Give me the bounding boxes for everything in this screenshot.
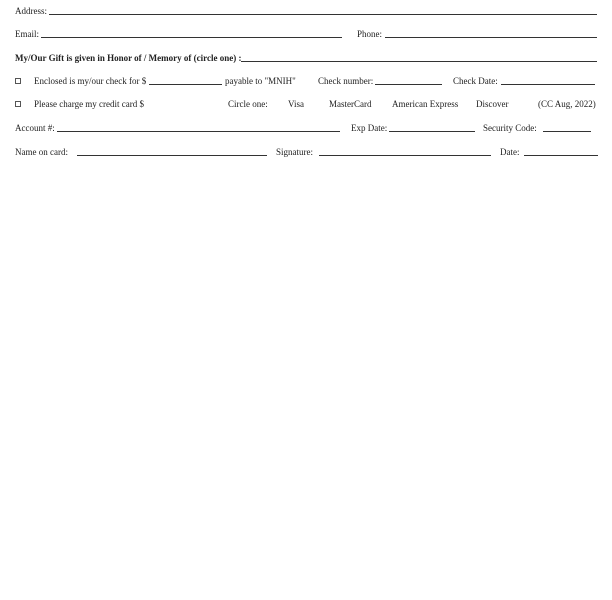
card-option-visa[interactable]: Visa bbox=[288, 99, 304, 109]
credit-card-amount-label: Please charge my credit card $ bbox=[34, 99, 145, 109]
email-field[interactable] bbox=[41, 37, 342, 38]
date-field[interactable] bbox=[524, 155, 598, 156]
security-code-field[interactable] bbox=[543, 131, 591, 132]
circle-one-label: Circle one: bbox=[228, 99, 268, 109]
signature-field[interactable] bbox=[319, 155, 491, 156]
email-label: Email: bbox=[15, 29, 39, 39]
check-checkbox[interactable] bbox=[15, 78, 21, 84]
date-label: Date: bbox=[500, 147, 520, 157]
cc-note: (CC Aug, 2022) bbox=[538, 99, 596, 109]
account-number-label: Account #: bbox=[15, 123, 55, 133]
card-option-mastercard[interactable]: MasterCard bbox=[329, 99, 372, 109]
check-date-field[interactable] bbox=[501, 84, 595, 85]
honor-memory-label: My/Our Gift is given in Honor of / Memory of (circle one) : bbox=[15, 53, 242, 63]
check-payable-text: payable to "MNIH" bbox=[225, 76, 296, 86]
card-option-discover[interactable]: Discover bbox=[476, 99, 509, 109]
signature-label: Signature: bbox=[276, 147, 313, 157]
address-field[interactable] bbox=[49, 14, 597, 15]
name-on-card-field[interactable] bbox=[77, 155, 267, 156]
check-date-label: Check Date: bbox=[453, 76, 498, 86]
address-label: Address: bbox=[15, 6, 47, 16]
phone-field[interactable] bbox=[385, 37, 597, 38]
honor-memory-field[interactable] bbox=[241, 61, 597, 62]
security-code-label: Security Code: bbox=[483, 123, 537, 133]
name-on-card-label: Name on card: bbox=[15, 147, 68, 157]
exp-date-field[interactable] bbox=[389, 131, 475, 132]
exp-date-label: Exp Date: bbox=[351, 123, 388, 133]
check-amount-label: Enclosed is my/our check for $ bbox=[34, 76, 147, 86]
phone-label: Phone: bbox=[357, 29, 383, 39]
account-number-field[interactable] bbox=[57, 131, 340, 132]
check-number-field[interactable] bbox=[375, 84, 442, 85]
card-option-american-express[interactable]: American Express bbox=[392, 99, 459, 109]
credit-card-checkbox[interactable] bbox=[15, 101, 21, 107]
check-amount-field[interactable] bbox=[149, 84, 222, 85]
check-number-label: Check number: bbox=[318, 76, 374, 86]
